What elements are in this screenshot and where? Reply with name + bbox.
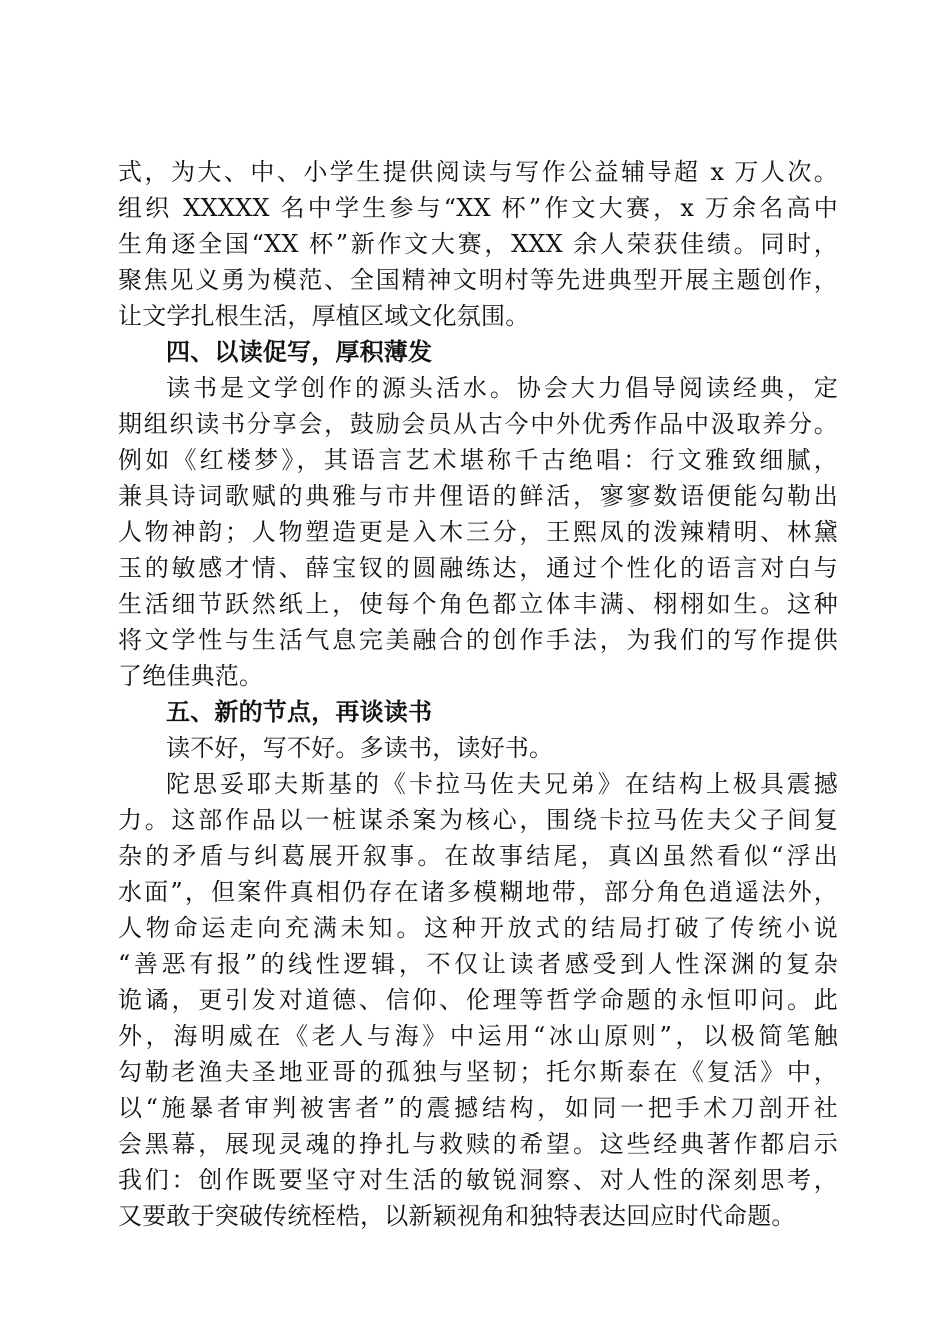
section-heading-5: 五、新的节点，再谈读书 [166,698,433,726]
body-text-line: “善恶有报”的线性逻辑，不仅让读者感受到人性深渊的复杂 [118,950,838,978]
body-text-line: 人物神韵；人物塑造更是入木三分，王熙凤的泼辣精明、林黛 [118,518,838,546]
body-text-line: 兼具诗词歌赋的典雅与市井俚语的鲜活，寥寥数语便能勾勒出 [118,482,838,510]
body-text-line: 组织 XXXXX 名中学生参与“XX 杯”作文大赛，x 万余名高中 [118,194,838,222]
body-text-line: 力。这部作品以一桩谋杀案为核心，围绕卡拉马佐夫父子间复 [118,806,838,834]
body-text-line: 了绝佳典范。 [118,662,264,690]
body-text-line: 杂的矛盾与纠葛展开叙事。在故事结尾，真凶虽然看似“浮出 [118,842,838,870]
body-text-line: 生角逐全国“XX 杯”新作文大赛，XXX 余人荣获佳绩。同时， [118,230,838,258]
paragraph-first-line: 读不好，写不好。多读书，读好书。 [166,734,554,762]
body-text-line: 以“施暴者审判被害者”的震撼结构，如同一把手术刀剖开社 [118,1094,838,1122]
section-heading-4: 四、以读促写，厚积薄发 [166,338,433,366]
body-text-line: 会黑幕，展现灵魂的挣扎与救赎的希望。这些经典著作都启示 [118,1130,838,1158]
body-text-line: 我们：创作既要坚守对生活的敏锐洞察、对人性的深刻思考， [118,1166,838,1194]
body-text-line: 生活细节跃然纸上，使每个角色都立体丰满、栩栩如生。这种 [118,590,838,618]
body-text-line: 玉的敏感才情、薛宝钗的圆融练达，通过个性化的语言对白与 [118,554,838,582]
body-text-line: 外，海明威在《老人与海》中运用“冰山原则”，以极简笔触 [118,1022,838,1050]
body-text-line: 将文学性与生活气息完美融合的创作手法，为我们的写作提供 [118,626,838,654]
body-text-line: 式，为大、中、小学生提供阅读与写作公益辅导超 x 万人次。 [118,158,838,186]
paragraph-first-line: 读书是文学创作的源头活水。协会大力倡导阅读经典，定 [166,374,838,402]
body-text-line: 例如《红楼梦》，其语言艺术堪称千古绝唱：行文雅致细腻， [118,446,838,474]
body-text-line: 期组织读书分享会，鼓励会员从古今中外优秀作品中汲取养分。 [118,410,838,438]
body-text-line: 聚焦见义勇为模范、全国精神文明村等先进典型开展主题创作， [118,266,838,294]
body-text-line: 水面”，但案件真相仍存在诸多模糊地带，部分角色逍遥法外， [118,878,838,906]
body-text-line: 又要敢于突破传统桎梏，以新颖视角和独特表达回应时代命题。 [118,1202,796,1230]
body-text-line: 勾勒老渔夫圣地亚哥的孤独与坚韧；托尔斯泰在《复活》中， [118,1058,838,1086]
body-text-line: 人物命运走向充满未知。这种开放式的结局打破了传统小说 [118,914,838,942]
body-text-line: 让文学扎根生活，厚植区域文化氛围。 [118,302,530,330]
body-text-line: 诡谲，更引发对道德、信仰、伦理等哲学命题的永恒叩问。此 [118,986,838,1014]
paragraph-first-line: 陀思妥耶夫斯基的《卡拉马佐夫兄弟》在结构上极具震撼 [166,770,838,798]
